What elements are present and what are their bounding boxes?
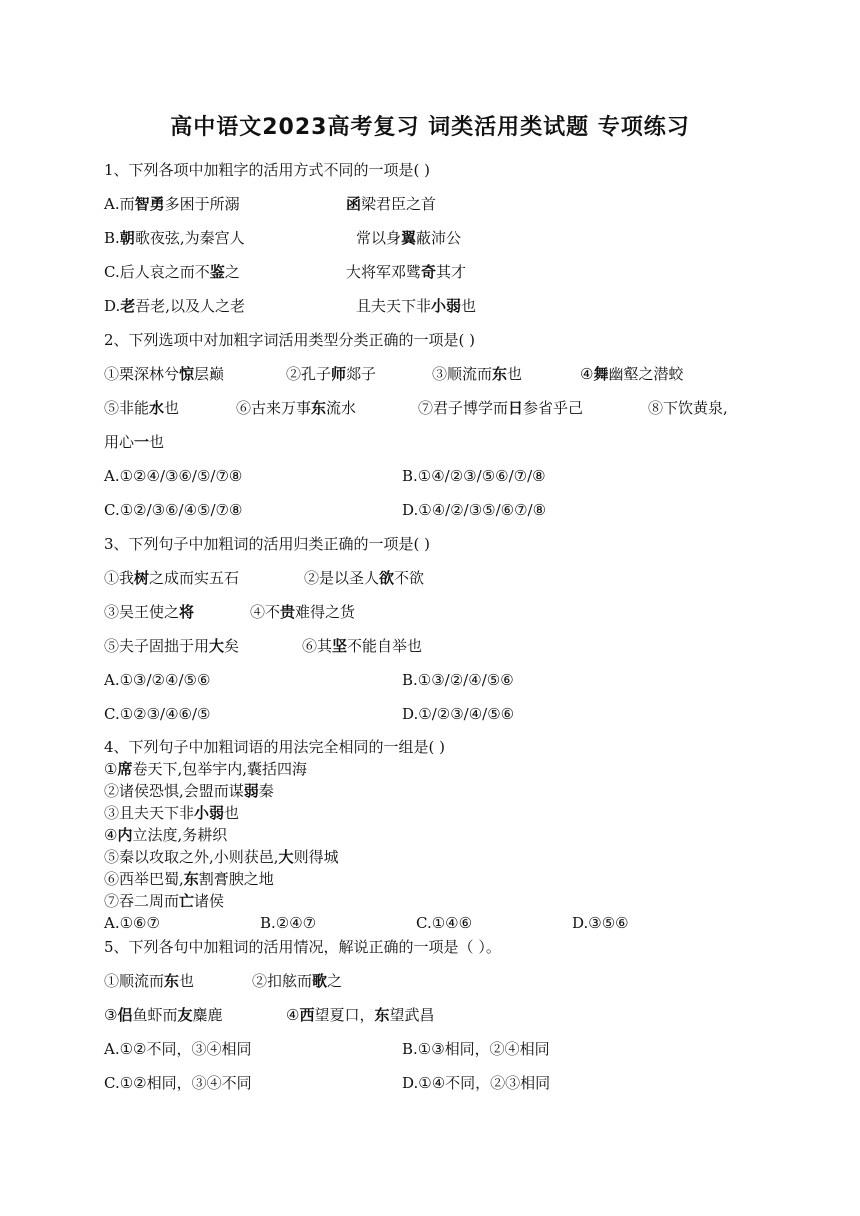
q2-item-3: ③顺流而东也	[432, 365, 523, 383]
q5-option-d: D.①④不同，②③相同	[402, 1074, 551, 1092]
q2-item-8-cont: 用心一也	[104, 433, 165, 451]
q2-option-d: D.①④/②/③⑤/⑥⑦/⑧	[402, 501, 547, 519]
q1-option-a-right: 函梁君臣之首	[346, 195, 437, 213]
q1-option-b-right: 常以身翼蔽沛公	[356, 229, 462, 247]
q2-item-4: ④舞幽壑之潜蛟	[580, 365, 684, 383]
q3-option-c: C.①②③/④⑥/⑤	[104, 705, 211, 723]
q1-option-c: C.后人哀之而不鉴之	[104, 263, 240, 281]
q4-item-2: ②诸侯恐惧,会盟而谋弱秦	[104, 782, 274, 800]
q2-item-6: ⑥古来万事东流水	[236, 399, 357, 417]
q2-option-b: B.①④/②③/⑤⑥/⑦/⑧	[402, 467, 546, 485]
q2-option-c: C.①②/③⑥/④⑤/⑦⑧	[104, 501, 243, 519]
q3-item-6: ⑥其坚不能自举也	[302, 637, 423, 655]
q1-option-b: B.朝歌夜弦,为秦宫人	[104, 229, 245, 247]
q4-item-4: ④内立法度,务耕织	[104, 826, 228, 844]
q4-item-5: ⑤秦以攻取之外,小则获邑,大则得城	[104, 848, 339, 866]
q3-stem: 3、下列句子中加粗词的活用归类正确的一项是( )	[104, 535, 431, 553]
q3-option-b: B.①③/②/④/⑤⑥	[402, 671, 514, 689]
q4-item-6: ⑥西举巴蜀,东割膏腴之地	[104, 870, 274, 888]
q1-option-d-right: 且夫天下非小弱也	[356, 297, 477, 315]
q3-option-d: D.①/②③/④/⑤⑥	[402, 705, 515, 723]
q1-option-c-right: 大将军邓骘奇其才	[346, 263, 467, 281]
q5-item-1: ①顺流而东也	[104, 972, 195, 990]
q2-item-8: ⑧下饮黄泉,	[648, 399, 728, 417]
q5-item-3: ③侣鱼虾而友麋鹿	[104, 1006, 223, 1024]
q2-item-5: ⑤非能水也	[104, 399, 180, 417]
q1-stem: 1、下列各项中加粗字的活用方式不同的一项是( )	[104, 161, 431, 179]
q4-option-c: C.①④⑥	[416, 914, 473, 932]
q4-item-7: ⑦吞二周而亡诸侯	[104, 892, 225, 910]
q4-item-1: ①席卷天下,包举宇内,囊括四海	[104, 760, 308, 778]
q3-item-3: ③吴王使之将	[104, 603, 195, 621]
q3-item-5: ⑤夫子固拙于用大矣	[104, 637, 240, 655]
q5-item-4: ④西望夏口，东望武昌	[286, 1006, 435, 1024]
q4-option-d: D.③⑤⑥	[572, 914, 629, 932]
q3-item-1: ①我树之成而实五石	[104, 569, 240, 587]
q2-item-2: ②孔子师郯子	[286, 365, 377, 383]
q1-option-d: D.老吾老,以及人之老	[104, 297, 246, 315]
q4-option-a: A.①⑥⑦	[104, 914, 160, 932]
q4-item-3: ③且夫天下非小弱也	[104, 804, 240, 822]
q4-stem: 4、下列句子中加粗词语的用法完全相同的一组是( )	[104, 738, 446, 756]
q3-option-a: A.①③/②④/⑤⑥	[104, 671, 211, 689]
q5-option-b: B.①③相同，②④相同	[402, 1040, 550, 1058]
q2-item-7: ⑦君子博学而日参省乎己	[418, 399, 584, 417]
q5-item-2: ②扣舷而歌之	[252, 972, 343, 990]
q3-item-2: ②是以圣人欲不欲	[304, 569, 425, 587]
q4-option-b: B.②④⑦	[260, 914, 317, 932]
q1-option-a: A.而智勇多困于所溺	[104, 195, 240, 213]
q2-option-a: A.①②④/③⑥/⑤/⑦⑧	[104, 467, 243, 485]
q5-stem: 5、下列各句中加粗词的活用情况，解说正确的一项是（ ）。	[104, 938, 501, 956]
q2-item-1: ①栗深林兮惊层巅	[104, 365, 225, 383]
q2-stem: 2、下列选项中对加粗字词活用类型分类正确的一项是( )	[104, 331, 476, 349]
page-title: 高中语文2023高考复习 词类活用类试题 专项练习	[170, 115, 690, 140]
q5-option-a: A.①②不同，③④相同	[104, 1040, 252, 1058]
q3-item-4: ④不贵难得之货	[250, 603, 356, 621]
q5-option-c: C.①②相同，③④不同	[104, 1074, 252, 1092]
